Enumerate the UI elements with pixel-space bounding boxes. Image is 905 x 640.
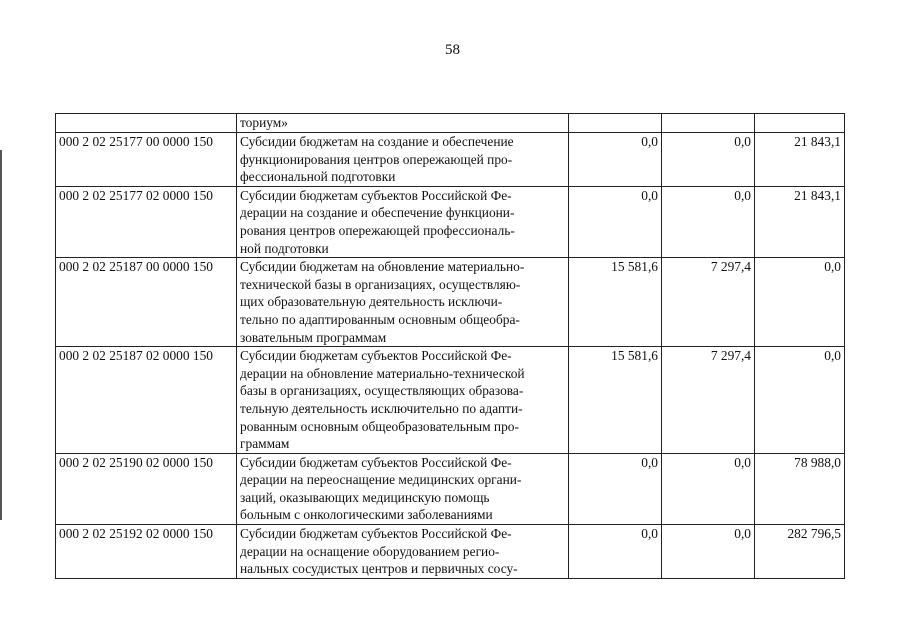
table-row (56, 453, 845, 524)
description-line: граммам (240, 436, 290, 452)
description-line: ториум» (240, 115, 288, 130)
value-cell-1: 15 581,6 (569, 258, 662, 347)
value-cell-2 (662, 114, 755, 133)
description-cell (237, 133, 569, 187)
value-cell-3: 0,0 (755, 347, 845, 454)
description-line: тельную деятельность исключительно по адапти- (240, 400, 523, 416)
value-cell-1: 0,0 (569, 186, 662, 257)
description-cell (237, 525, 569, 579)
scan-edge-line (0, 150, 2, 520)
value-cell-3: 21 843,1 (755, 133, 845, 187)
description-line: Субсидии бюджетам субъектов Российской Фе- (240, 526, 512, 542)
value-cell-1: 15 581,6 (569, 347, 662, 454)
value-cell-2: 0,0 (662, 525, 755, 579)
value-cell-1: 0,0 (569, 133, 662, 187)
value-cell-3: 0,0 (755, 258, 845, 347)
description-line: базы в организациях, осуществляющих образова- (240, 383, 524, 399)
value-cell-2: 0,0 (662, 186, 755, 257)
value-cell-3: 78 988,0 (755, 453, 845, 524)
value-cell-1: 0,0 (569, 453, 662, 524)
description-line: дерации на создание и обеспечение функциони- (240, 205, 515, 221)
code-cell: 000 2 02 25177 02 0000 150 (56, 186, 237, 257)
table-row (56, 258, 845, 347)
code-cell (56, 114, 237, 133)
description-line: Субсидии бюджетам на создание и обеспечение (240, 134, 514, 149)
description-line: Субсидии бюджетам субъектов Российской Фе- (240, 348, 512, 364)
code-cell: 000 2 02 25177 00 0000 150 (56, 133, 237, 187)
code-cell: 000 2 02 25187 02 0000 150 (56, 347, 237, 454)
description-cell (237, 258, 569, 347)
description-cell (237, 453, 569, 524)
description-cell (237, 347, 569, 454)
description-line: больным с онкологическими заболеваниями (240, 507, 493, 523)
description-line: ной подготовки (240, 240, 329, 256)
value-cell-2: 7 297,4 (662, 347, 755, 454)
description-line: дерации на обновление материально-технической (240, 365, 525, 381)
table-row (56, 525, 845, 579)
description-line: нальных сосудистых центров и первичных сосу- (240, 561, 518, 577)
description-line: Субсидии бюджетам на обновление материально- (240, 259, 525, 275)
description-line: функционирования центров опережающей про- (240, 151, 513, 167)
description-line: зовательным программам (240, 329, 387, 345)
table-row-continuation (56, 114, 845, 133)
description-line: тельно по адаптированным основным общеобра- (240, 311, 520, 327)
value-cell-2: 0,0 (662, 453, 755, 524)
table-row (56, 133, 845, 187)
table-row (56, 347, 845, 454)
description-line: рования центров опережающей профессиональ- (240, 222, 515, 238)
value-cell-2: 0,0 (662, 133, 755, 187)
code-cell: 000 2 02 25192 02 0000 150 (56, 525, 237, 579)
description-line: технической базы в организациях, осуществляю- (240, 276, 521, 292)
table-row (56, 186, 845, 257)
description-line: фессиональной подготовки (240, 169, 396, 185)
page-number: 58 (445, 42, 460, 58)
description-line: дерации на оснащение оборудованием регио- (240, 543, 500, 559)
value-cell-3: 282 796,5 (755, 525, 845, 579)
description-line: щих образовательную деятельность исключи- (240, 294, 503, 310)
description-line: Субсидии бюджетам субъектов Российской Фе- (240, 187, 512, 203)
budget-revenue-table (55, 113, 845, 579)
value-cell-3: 21 843,1 (755, 186, 845, 257)
description-line: рованным основным общеобразовательным про- (240, 418, 519, 434)
description-cell (237, 114, 569, 133)
code-cell: 000 2 02 25187 00 0000 150 (56, 258, 237, 347)
value-cell-1 (569, 114, 662, 133)
table-body (56, 114, 845, 579)
value-cell-1: 0,0 (569, 525, 662, 579)
description-cell (237, 186, 569, 257)
description-line: заций, оказывающих медицинскую помощь (240, 489, 490, 505)
value-cell-3 (755, 114, 845, 133)
description-line: дерации на переоснащение медицинских органи- (240, 472, 522, 488)
description-line: Субсидии бюджетам субъектов Российской Фе- (240, 454, 512, 470)
code-cell: 000 2 02 25190 02 0000 150 (56, 453, 237, 524)
value-cell-2: 7 297,4 (662, 258, 755, 347)
